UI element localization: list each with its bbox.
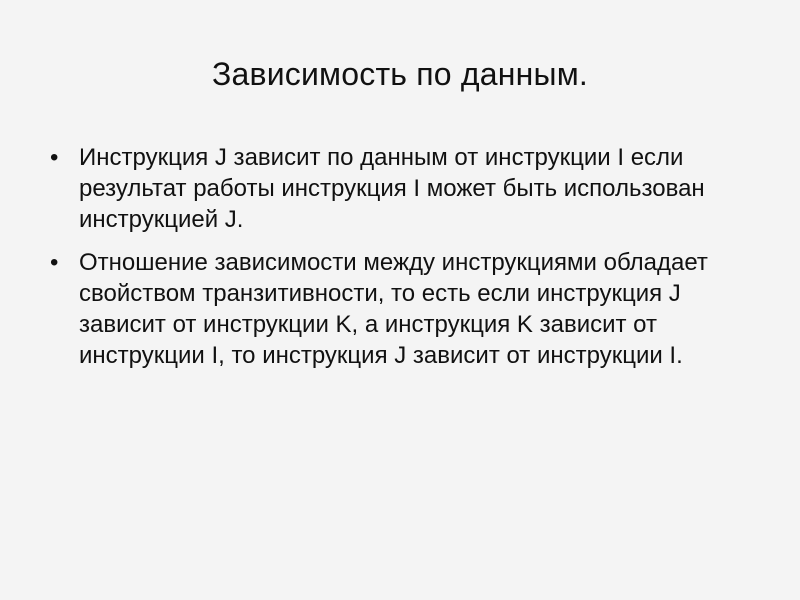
bullet-text-2: Отношение зависимости между инструкциями обладает свойством транзитивности, то есть если инструкция J зависит от инструкции K, а инструкция K зависит от инструкции I, то инструкция J зависит от инструкции I. [79, 249, 708, 369]
bullet-item-1 [50, 142, 750, 235]
bullet-text-1: Инструкция J зависит по данным от инструкции I если результат работы инструкция I может быть использован инструкцией J. [79, 144, 705, 233]
bullet-list [50, 142, 750, 383]
bullet-marker: • [50, 249, 59, 276]
slide-title: Зависимость по данным. [211, 56, 588, 92]
bullet-item-2 [50, 247, 750, 371]
bullet-marker: • [50, 144, 59, 171]
